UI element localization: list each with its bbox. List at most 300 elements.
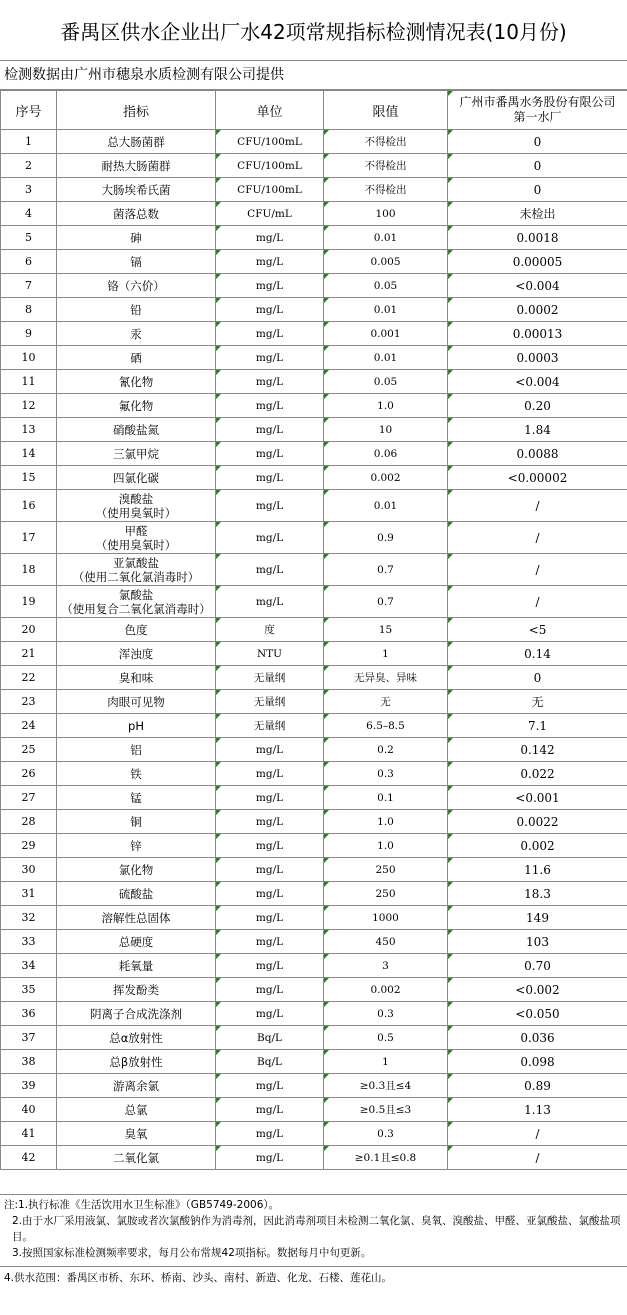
row-number: 24 bbox=[1, 714, 57, 738]
result-cell: 0 bbox=[448, 178, 627, 202]
unit-cell: 无量纲 bbox=[216, 666, 324, 690]
table-row bbox=[1, 1146, 627, 1170]
indicator-name: 总大肠菌群 bbox=[107, 134, 165, 149]
limit-cell: 0.01 bbox=[324, 298, 448, 322]
limit-cell: 10 bbox=[324, 418, 448, 442]
indicator-condition: （使用臭氧时） bbox=[95, 537, 177, 552]
indicator-name-cell bbox=[57, 394, 216, 418]
limit-cell: 0.005 bbox=[324, 250, 448, 274]
indicator-name-cell bbox=[57, 1074, 216, 1098]
indicator-name: 三氯甲烷 bbox=[113, 446, 159, 461]
table-row bbox=[1, 690, 627, 714]
row-number: 9 bbox=[1, 322, 57, 346]
limit-cell: 0.002 bbox=[324, 466, 448, 490]
table-row bbox=[1, 370, 627, 394]
result-cell: / bbox=[448, 554, 627, 586]
result-cell: <0.004 bbox=[448, 274, 627, 298]
result-cell: 未检出 bbox=[448, 202, 627, 226]
row-number: 40 bbox=[1, 1098, 57, 1122]
indicator-name-cell bbox=[57, 642, 216, 666]
note-3: 3.按照国家标准检测频率要求，每月公布常规42项指标。数据每月中旬更新。 bbox=[12, 1247, 372, 1259]
indicator-name-cell bbox=[57, 906, 216, 930]
indicator-name: 硫酸盐 bbox=[118, 886, 154, 901]
unit-cell: mg/L bbox=[216, 554, 324, 586]
limit-cell: 1.0 bbox=[324, 394, 448, 418]
row-number: 32 bbox=[1, 906, 57, 930]
indicator-name-cell bbox=[57, 786, 216, 810]
result-cell: <0.00002 bbox=[448, 466, 627, 490]
limit-cell: 0.1 bbox=[324, 786, 448, 810]
unit-cell: 度 bbox=[216, 618, 324, 642]
limit-cell: 不得检出 bbox=[324, 178, 448, 202]
table-body bbox=[1, 130, 627, 1170]
result-cell: / bbox=[448, 490, 627, 522]
table-row bbox=[1, 418, 627, 442]
indicator-name-cell bbox=[57, 298, 216, 322]
limit-cell: ≥0.3且≤4 bbox=[324, 1074, 448, 1098]
result-cell: <0.001 bbox=[448, 786, 627, 810]
result-cell: 0 bbox=[448, 130, 627, 154]
indicator-name: 总硬度 bbox=[118, 934, 154, 949]
header-no: 序号 bbox=[1, 91, 57, 130]
supply-area-note: 4.供水范围：番禺区市桥、东环、桥南、沙头、南村、新造、化龙、石楼、莲花山。 bbox=[0, 1266, 627, 1289]
row-number: 8 bbox=[1, 298, 57, 322]
row-number: 25 bbox=[1, 738, 57, 762]
indicator-name-cell bbox=[57, 370, 216, 394]
indicator-name-cell bbox=[57, 1098, 216, 1122]
unit-cell: mg/L bbox=[216, 762, 324, 786]
limit-cell: 1 bbox=[324, 642, 448, 666]
result-cell: 0.14 bbox=[448, 642, 627, 666]
table-row bbox=[1, 618, 627, 642]
row-number: 2 bbox=[1, 154, 57, 178]
table-row bbox=[1, 346, 627, 370]
row-number: 14 bbox=[1, 442, 57, 466]
row-number: 15 bbox=[1, 466, 57, 490]
limit-cell: 不得检出 bbox=[324, 130, 448, 154]
limit-cell: 1 bbox=[324, 1050, 448, 1074]
row-number: 33 bbox=[1, 930, 57, 954]
unit-cell: mg/L bbox=[216, 586, 324, 618]
table-row bbox=[1, 154, 627, 178]
indicator-name-cell bbox=[57, 618, 216, 642]
page-title: 番禺区供水企业出厂水42项常规指标检测情况表(10月份) bbox=[0, 0, 627, 61]
row-number: 5 bbox=[1, 226, 57, 250]
indicator-name-cell bbox=[57, 834, 216, 858]
unit-cell: NTU bbox=[216, 642, 324, 666]
table-header-row bbox=[1, 91, 627, 130]
result-cell: 0.036 bbox=[448, 1026, 627, 1050]
table-row bbox=[1, 322, 627, 346]
row-number: 20 bbox=[1, 618, 57, 642]
unit-cell: mg/L bbox=[216, 442, 324, 466]
table-row bbox=[1, 226, 627, 250]
unit-cell: Bq/L bbox=[216, 1026, 324, 1050]
indicator-name-cell bbox=[57, 930, 216, 954]
limit-cell: 0.7 bbox=[324, 554, 448, 586]
indicator-name: pH bbox=[128, 718, 144, 733]
unit-cell: mg/L bbox=[216, 226, 324, 250]
indicator-name-cell bbox=[57, 226, 216, 250]
header-unit: 单位 bbox=[216, 91, 324, 130]
indicator-condition: （使用臭氧时） bbox=[95, 505, 177, 520]
result-cell: 0 bbox=[448, 666, 627, 690]
indicator-name-cell bbox=[57, 1050, 216, 1074]
table-row bbox=[1, 466, 627, 490]
result-cell: 0.00005 bbox=[448, 250, 627, 274]
indicator-table bbox=[0, 90, 627, 1170]
row-number: 16 bbox=[1, 490, 57, 522]
indicator-name: 氯酸盐 bbox=[118, 587, 154, 602]
result-cell: / bbox=[448, 586, 627, 618]
indicator-name: 耐热大肠菌群 bbox=[101, 158, 171, 173]
indicator-name-cell bbox=[57, 714, 216, 738]
row-number: 12 bbox=[1, 394, 57, 418]
table-row bbox=[1, 738, 627, 762]
table-row bbox=[1, 810, 627, 834]
indicator-name-cell bbox=[57, 178, 216, 202]
limit-cell: 0.9 bbox=[324, 522, 448, 554]
result-cell: 0.0022 bbox=[448, 810, 627, 834]
row-number: 42 bbox=[1, 1146, 57, 1170]
row-number: 41 bbox=[1, 1122, 57, 1146]
result-cell: 0.89 bbox=[448, 1074, 627, 1098]
indicator-name: 砷 bbox=[130, 230, 142, 245]
table-row bbox=[1, 490, 627, 522]
table-row bbox=[1, 1050, 627, 1074]
row-number: 10 bbox=[1, 346, 57, 370]
limit-cell: 0.7 bbox=[324, 586, 448, 618]
row-number: 21 bbox=[1, 642, 57, 666]
table-row bbox=[1, 714, 627, 738]
indicator-name: 铜 bbox=[130, 814, 142, 829]
table-row bbox=[1, 978, 627, 1002]
row-number: 26 bbox=[1, 762, 57, 786]
result-cell: 0.098 bbox=[448, 1050, 627, 1074]
unit-cell: mg/L bbox=[216, 298, 324, 322]
row-number: 28 bbox=[1, 810, 57, 834]
row-number: 13 bbox=[1, 418, 57, 442]
table-row bbox=[1, 202, 627, 226]
result-cell: 1.13 bbox=[448, 1098, 627, 1122]
indicator-name: 浑浊度 bbox=[118, 646, 154, 661]
header-plant-company: 广州市番禺水务股份有限公司 bbox=[459, 95, 616, 109]
indicator-name: 硝酸盐氮 bbox=[113, 422, 159, 437]
note-2: 2.由于水厂采用液氯、氯胺或者次氯酸钠作为消毒剂，因此消毒剂项目未检测二氧化氯、臭氧、溴酸盐、甲醛、亚氯酸盐、氯酸盐项目。 bbox=[12, 1215, 621, 1243]
limit-cell: 1.0 bbox=[324, 810, 448, 834]
unit-cell: Bq/L bbox=[216, 1050, 324, 1074]
limit-cell: 0.001 bbox=[324, 322, 448, 346]
table-row bbox=[1, 1074, 627, 1098]
table-row bbox=[1, 130, 627, 154]
indicator-name-cell bbox=[57, 810, 216, 834]
table-row bbox=[1, 858, 627, 882]
table-row bbox=[1, 250, 627, 274]
table-row bbox=[1, 1026, 627, 1050]
indicator-name-cell bbox=[57, 1026, 216, 1050]
indicator-condition: （使用复合二氧化氯消毒时） bbox=[61, 601, 211, 616]
row-number: 36 bbox=[1, 1002, 57, 1026]
indicator-name: 锰 bbox=[130, 790, 142, 805]
indicator-name: 铬（六价） bbox=[107, 278, 165, 293]
indicator-condition: （使用二氧化氯消毒时） bbox=[72, 569, 200, 584]
row-number: 18 bbox=[1, 554, 57, 586]
result-cell: 0.20 bbox=[448, 394, 627, 418]
limit-cell: 0.2 bbox=[324, 738, 448, 762]
result-cell: 0.70 bbox=[448, 954, 627, 978]
indicator-name-cell bbox=[57, 954, 216, 978]
table-row bbox=[1, 882, 627, 906]
result-cell: <0.004 bbox=[448, 370, 627, 394]
indicator-name-cell bbox=[57, 322, 216, 346]
table-row bbox=[1, 930, 627, 954]
unit-cell: mg/L bbox=[216, 466, 324, 490]
unit-cell: mg/L bbox=[216, 930, 324, 954]
table-row bbox=[1, 274, 627, 298]
row-number: 17 bbox=[1, 522, 57, 554]
unit-cell: mg/L bbox=[216, 322, 324, 346]
limit-cell: 0.05 bbox=[324, 370, 448, 394]
result-cell: 7.1 bbox=[448, 714, 627, 738]
indicator-name: 溴酸盐 bbox=[118, 491, 154, 506]
indicator-name-cell bbox=[57, 762, 216, 786]
indicator-name: 氯化物 bbox=[118, 862, 154, 877]
row-number: 30 bbox=[1, 858, 57, 882]
note-1: 注:1.执行标准《生活饮用水卫生标准》（GB5749-2006）。 bbox=[4, 1199, 280, 1211]
indicator-name-cell bbox=[57, 442, 216, 466]
result-cell: 0.142 bbox=[448, 738, 627, 762]
limit-cell: ≥0.1且≤0.8 bbox=[324, 1146, 448, 1170]
limit-cell: 6.5–8.5 bbox=[324, 714, 448, 738]
header-indicator: 指标 bbox=[57, 91, 216, 130]
limit-cell: 0.01 bbox=[324, 226, 448, 250]
indicator-name: 臭和味 bbox=[118, 670, 154, 685]
result-cell: / bbox=[448, 1146, 627, 1170]
row-number: 6 bbox=[1, 250, 57, 274]
limit-cell: 0.002 bbox=[324, 978, 448, 1002]
result-cell: 0.00013 bbox=[448, 322, 627, 346]
row-number: 34 bbox=[1, 954, 57, 978]
result-cell: 149 bbox=[448, 906, 627, 930]
result-cell: 0 bbox=[448, 154, 627, 178]
table-row bbox=[1, 1098, 627, 1122]
row-number: 29 bbox=[1, 834, 57, 858]
indicator-name-cell bbox=[57, 978, 216, 1002]
result-cell: 0.0088 bbox=[448, 442, 627, 466]
unit-cell: mg/L bbox=[216, 978, 324, 1002]
indicator-name-cell bbox=[57, 250, 216, 274]
unit-cell: mg/L bbox=[216, 738, 324, 762]
result-cell: 0.0003 bbox=[448, 346, 627, 370]
row-number: 27 bbox=[1, 786, 57, 810]
indicator-name: 阴离子合成洗涤剂 bbox=[90, 1006, 182, 1021]
indicator-name: 氟化物 bbox=[118, 398, 154, 413]
indicator-name: 游离余氯 bbox=[113, 1078, 159, 1093]
header-limit: 限值 bbox=[324, 91, 448, 130]
indicator-name-cell bbox=[57, 130, 216, 154]
result-cell: 0.0002 bbox=[448, 298, 627, 322]
notes-section bbox=[0, 1194, 627, 1261]
indicator-name: 二氧化氯 bbox=[113, 1150, 159, 1165]
unit-cell: mg/L bbox=[216, 858, 324, 882]
limit-cell: 450 bbox=[324, 930, 448, 954]
table-row bbox=[1, 762, 627, 786]
row-number: 3 bbox=[1, 178, 57, 202]
limit-cell: 0.3 bbox=[324, 762, 448, 786]
row-number: 35 bbox=[1, 978, 57, 1002]
table-row bbox=[1, 522, 627, 554]
indicator-name-cell bbox=[57, 1146, 216, 1170]
limit-cell: 250 bbox=[324, 858, 448, 882]
table-row bbox=[1, 642, 627, 666]
limit-cell: 1000 bbox=[324, 906, 448, 930]
unit-cell: CFU/100mL bbox=[216, 178, 324, 202]
indicator-name: 汞 bbox=[130, 326, 142, 341]
unit-cell: mg/L bbox=[216, 346, 324, 370]
row-number: 39 bbox=[1, 1074, 57, 1098]
result-cell: 0.002 bbox=[448, 834, 627, 858]
unit-cell: mg/L bbox=[216, 1122, 324, 1146]
row-number: 22 bbox=[1, 666, 57, 690]
result-cell: 0.0018 bbox=[448, 226, 627, 250]
limit-cell: 15 bbox=[324, 618, 448, 642]
result-cell: 0.022 bbox=[448, 762, 627, 786]
limit-cell: 100 bbox=[324, 202, 448, 226]
result-cell: 18.3 bbox=[448, 882, 627, 906]
table-row bbox=[1, 298, 627, 322]
unit-cell: mg/L bbox=[216, 834, 324, 858]
row-number: 38 bbox=[1, 1050, 57, 1074]
row-number: 7 bbox=[1, 274, 57, 298]
indicator-name-cell bbox=[57, 418, 216, 442]
table-row bbox=[1, 1002, 627, 1026]
limit-cell: 无 bbox=[324, 690, 448, 714]
result-cell: <0.002 bbox=[448, 978, 627, 1002]
indicator-name: 甲醛 bbox=[124, 523, 148, 538]
indicator-name: 臭氧 bbox=[124, 1126, 148, 1141]
data-source-note: 检测数据由广州市穗泉水质检测有限公司提供 bbox=[0, 61, 627, 90]
indicator-name-cell bbox=[57, 346, 216, 370]
unit-cell: mg/L bbox=[216, 1098, 324, 1122]
indicator-name-cell bbox=[57, 666, 216, 690]
unit-cell: 无量纲 bbox=[216, 690, 324, 714]
indicator-name: 镉 bbox=[130, 254, 142, 269]
limit-cell: 250 bbox=[324, 882, 448, 906]
limit-cell: 无异臭、异味 bbox=[324, 666, 448, 690]
unit-cell: CFU/100mL bbox=[216, 130, 324, 154]
indicator-name-cell bbox=[57, 1002, 216, 1026]
unit-cell: mg/L bbox=[216, 906, 324, 930]
indicator-name: 总β放射性 bbox=[109, 1054, 163, 1069]
result-cell: 103 bbox=[448, 930, 627, 954]
indicator-name-cell bbox=[57, 154, 216, 178]
indicator-name: 氰化物 bbox=[118, 374, 154, 389]
result-cell: 1.84 bbox=[448, 418, 627, 442]
indicator-name: 溶解性总固体 bbox=[101, 910, 171, 925]
unit-cell: mg/L bbox=[216, 394, 324, 418]
indicator-name-cell bbox=[57, 554, 216, 586]
limit-cell: 3 bbox=[324, 954, 448, 978]
limit-cell: 0.01 bbox=[324, 490, 448, 522]
table-row bbox=[1, 834, 627, 858]
indicator-name-cell bbox=[57, 202, 216, 226]
table-row bbox=[1, 666, 627, 690]
result-cell: <0.050 bbox=[448, 1002, 627, 1026]
row-number: 31 bbox=[1, 882, 57, 906]
unit-cell: mg/L bbox=[216, 418, 324, 442]
indicator-name-cell bbox=[57, 882, 216, 906]
row-number: 23 bbox=[1, 690, 57, 714]
indicator-name: 铅 bbox=[130, 302, 142, 317]
indicator-name: 铁 bbox=[130, 766, 142, 781]
result-cell: <5 bbox=[448, 618, 627, 642]
result-cell: 无 bbox=[448, 690, 627, 714]
indicator-name: 大肠埃希氏菌 bbox=[101, 182, 171, 197]
unit-cell: mg/L bbox=[216, 1146, 324, 1170]
indicator-name: 肉眼可见物 bbox=[107, 694, 165, 709]
indicator-name-cell bbox=[57, 858, 216, 882]
result-cell: / bbox=[448, 1122, 627, 1146]
indicator-name-cell bbox=[57, 738, 216, 762]
indicator-name-cell bbox=[57, 274, 216, 298]
indicator-name: 总α放射性 bbox=[109, 1030, 163, 1045]
indicator-name: 色度 bbox=[124, 622, 148, 637]
row-number: 37 bbox=[1, 1026, 57, 1050]
row-number: 1 bbox=[1, 130, 57, 154]
limit-cell: 不得检出 bbox=[324, 154, 448, 178]
indicator-name-cell bbox=[57, 690, 216, 714]
limit-cell: 0.06 bbox=[324, 442, 448, 466]
indicator-name: 菌落总数 bbox=[113, 206, 159, 221]
unit-cell: mg/L bbox=[216, 490, 324, 522]
indicator-name: 四氯化碳 bbox=[113, 470, 159, 485]
table-row bbox=[1, 442, 627, 466]
row-number: 19 bbox=[1, 586, 57, 618]
row-number: 11 bbox=[1, 370, 57, 394]
result-cell: / bbox=[448, 522, 627, 554]
indicator-name: 硒 bbox=[130, 350, 142, 365]
table-row bbox=[1, 394, 627, 418]
indicator-name: 总氯 bbox=[124, 1102, 148, 1117]
unit-cell: CFU/100mL bbox=[216, 154, 324, 178]
table-row bbox=[1, 554, 627, 586]
indicator-name-cell bbox=[57, 466, 216, 490]
unit-cell: mg/L bbox=[216, 786, 324, 810]
limit-cell: 0.3 bbox=[324, 1122, 448, 1146]
table-row bbox=[1, 906, 627, 930]
unit-cell: mg/L bbox=[216, 810, 324, 834]
unit-cell: mg/L bbox=[216, 954, 324, 978]
unit-cell: 无量纲 bbox=[216, 714, 324, 738]
indicator-name: 挥发酚类 bbox=[113, 982, 159, 997]
unit-cell: mg/L bbox=[216, 522, 324, 554]
unit-cell: mg/L bbox=[216, 1002, 324, 1026]
table-row bbox=[1, 786, 627, 810]
limit-cell: 0.01 bbox=[324, 346, 448, 370]
header-plant bbox=[448, 91, 627, 130]
unit-cell: mg/L bbox=[216, 882, 324, 906]
table-row bbox=[1, 954, 627, 978]
unit-cell: mg/L bbox=[216, 1074, 324, 1098]
row-number: 4 bbox=[1, 202, 57, 226]
indicator-name: 耗氧量 bbox=[118, 958, 154, 973]
limit-cell: 1.0 bbox=[324, 834, 448, 858]
unit-cell: mg/L bbox=[216, 274, 324, 298]
table-row bbox=[1, 1122, 627, 1146]
indicator-name: 亚氯酸盐 bbox=[113, 555, 159, 570]
indicator-name: 锌 bbox=[130, 838, 142, 853]
unit-cell: mg/L bbox=[216, 250, 324, 274]
